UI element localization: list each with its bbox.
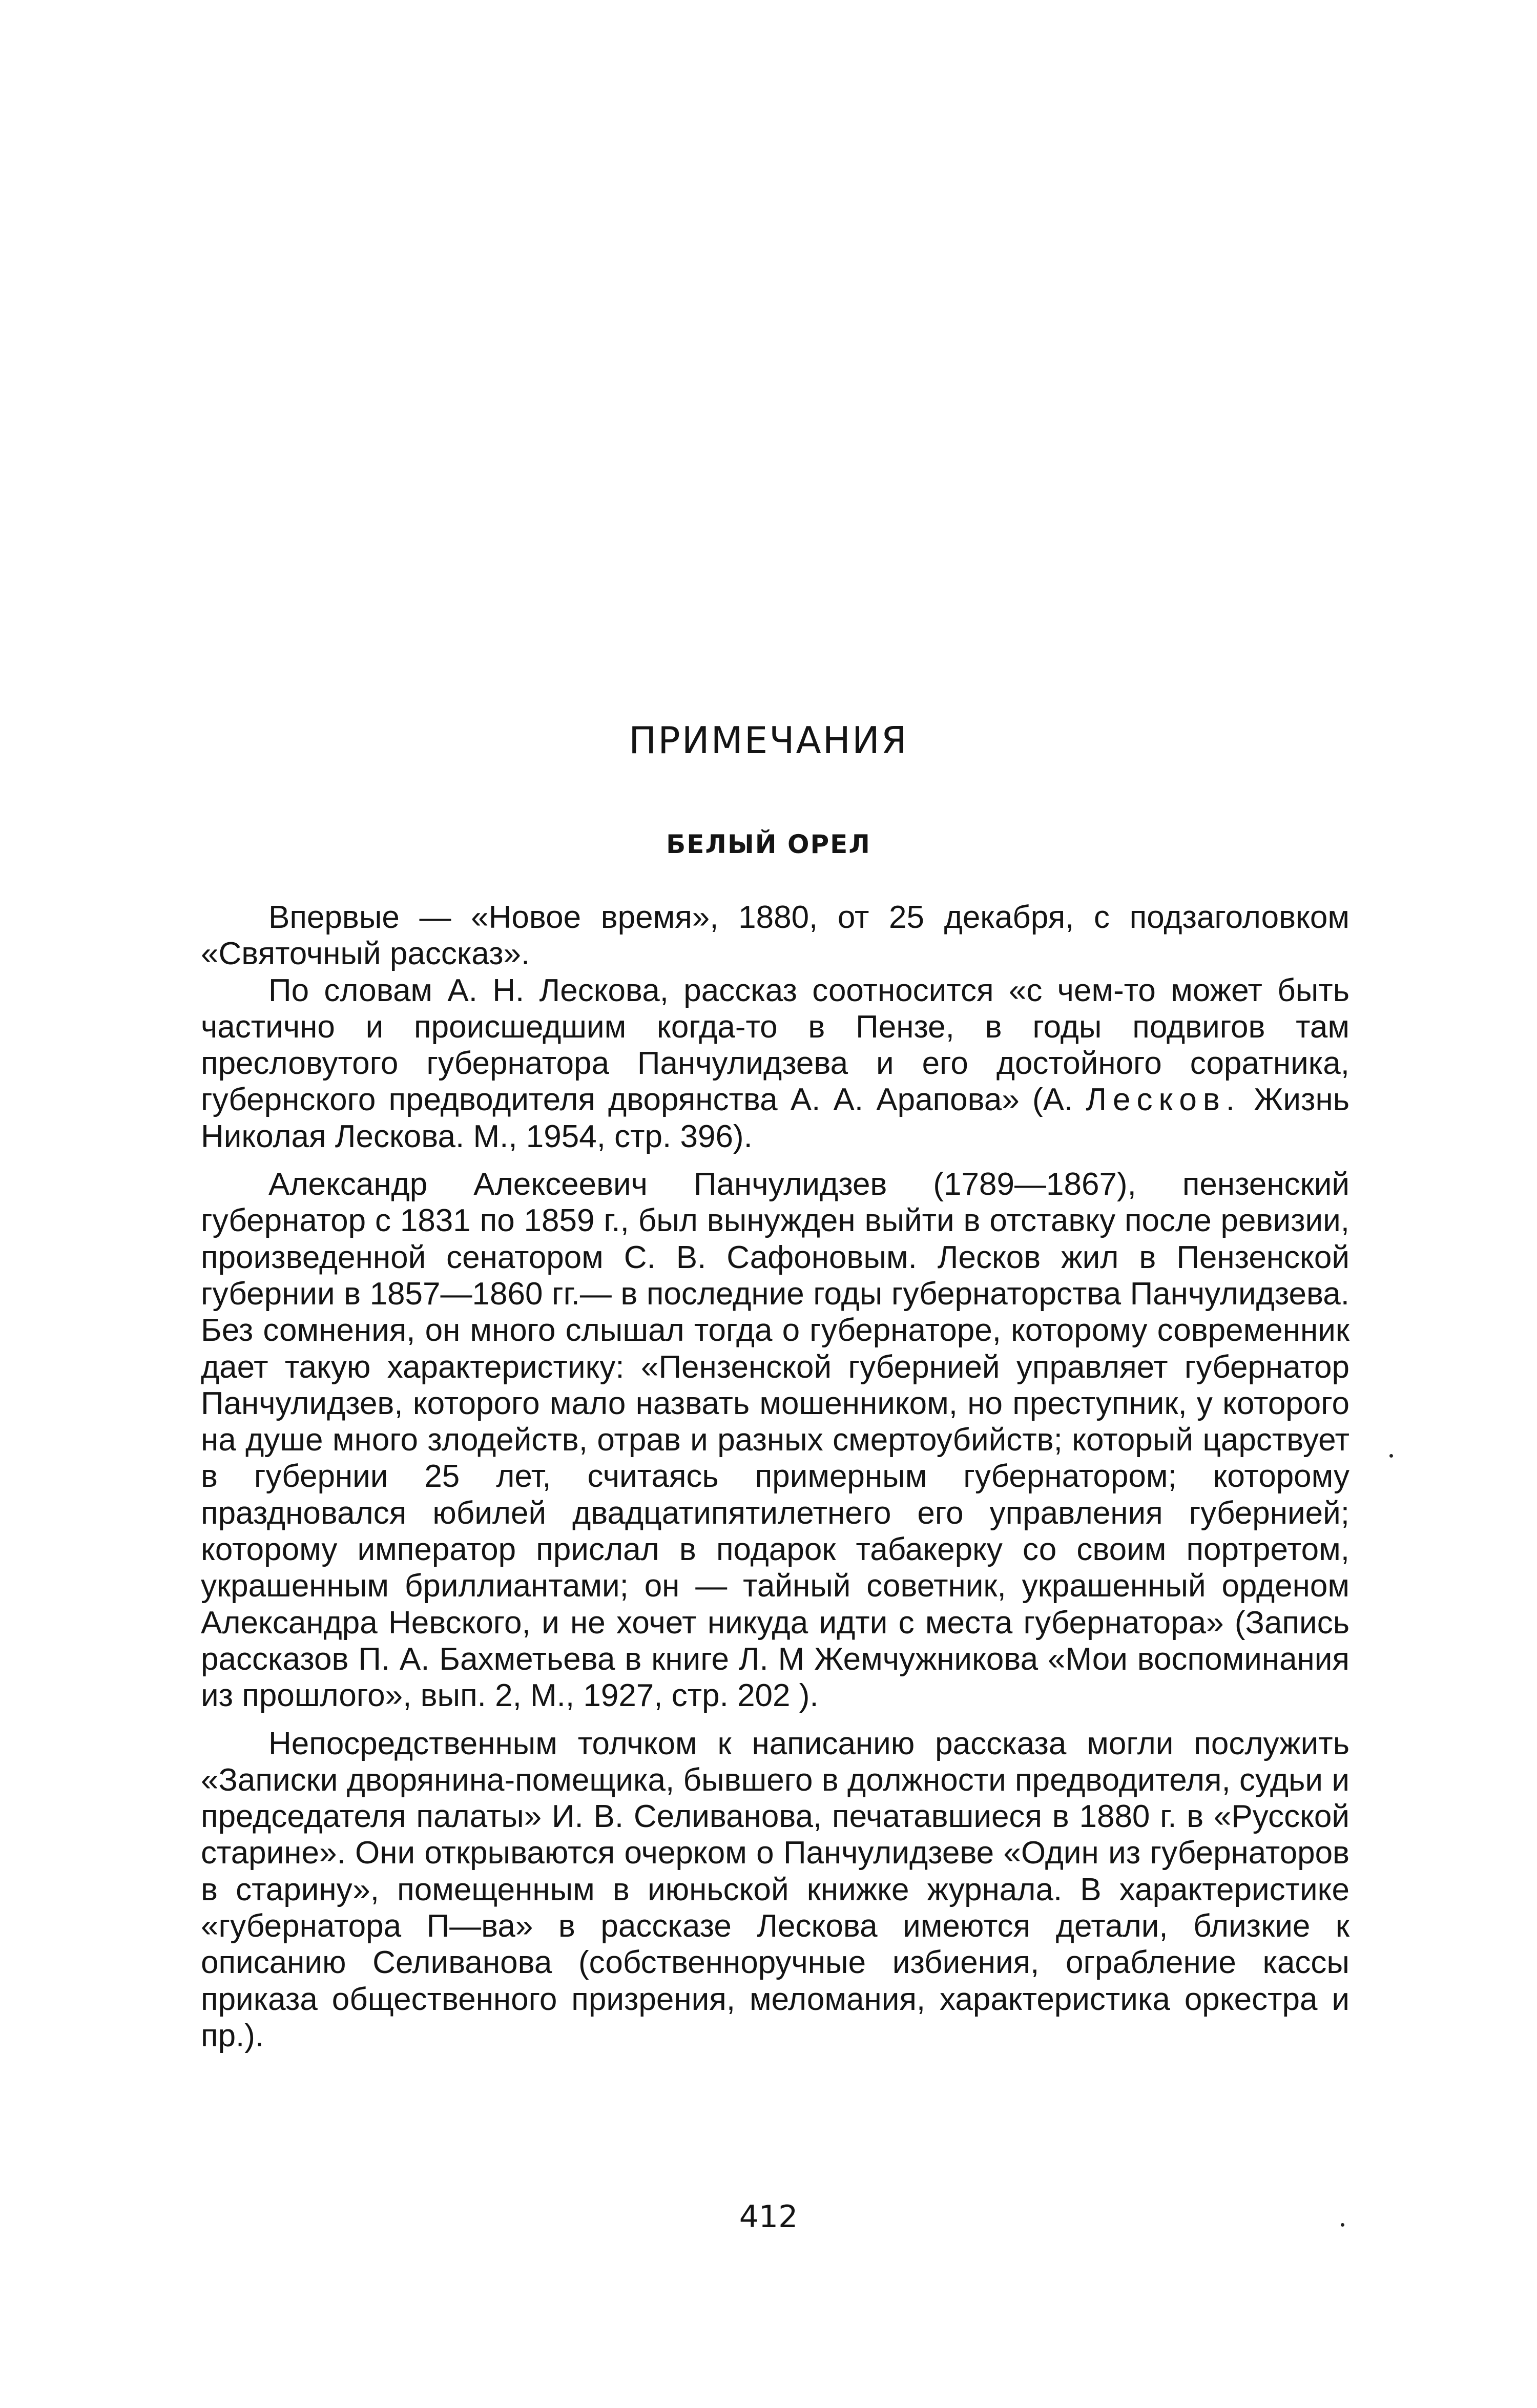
- author-name-spaced: Лесков.: [1086, 1082, 1241, 1118]
- section-title: БЕЛЫЙ ОРЕЛ: [666, 829, 871, 859]
- scan-speck: [1389, 1454, 1393, 1458]
- paragraph-leskov-quote: [201, 972, 1349, 1155]
- paragraph-leskov-quote-source: Жизнь Николая Лескова. М., 1954, стр. 396).: [201, 1082, 1349, 1154]
- page-title: ПРИМЕЧАНИЯ: [629, 719, 908, 762]
- scan-speck: [1341, 2223, 1344, 2227]
- paragraph-leskov-quote-text: По словам А. Н. Лескова, рассказ соотносится «с чем-то может быть частично и происшедшим когда-то в Пензе, в годы подвигов там пресловутого губернатора Панчулидзева и его достойного соратника, губернского предводителя дворянства А. А. Арапова» (А.: [201, 972, 1349, 1118]
- page-number: 412: [739, 2199, 798, 2235]
- paragraph-panchulidzev: Александр Алексеевич Панчулидзев (1789—1867), пензенский губернатор с 1831 по 1859 г., был вынужден выйти в отставку после ревизии, произведенной сенатором С. В. Сафоновым. Лесков жил в Пензенской губернии в 1857—1860 гг.— в последние годы губернаторства Панчулидзева. Без сомнения, он много слышал тогда о губернаторе, которому современник дает такую характеристику: «Пензенской губернией управляет губернатор Панчулидзев, которого мало назвать мошенником, но преступник, у которого на душе много злодейств, отрав и разных смертоубийств; который царствует в губернии 25 лет, считаясь примерным губернатором; которому праздновался юбилей двадцатипятилетнего его управления губернией; которому император прислал в подарок табакерку со своим портретом, украшенным бриллиантами; он — тайный советник, украшенный орденом Александра Невского, и не хочет никуда идти с места губернатора» (Запись рассказов П. А. Бахметьева в книге Л. М Жемчужникова «Мои воспоминания из прошлого», вып. 2, М., 1927, стр. 202 ).: [201, 1167, 1349, 1714]
- paragraph-first-publication: Впервые — «Новое время», 1880, от 25 декабря, с подзаголовком «Святочный рассказ».: [201, 900, 1349, 972]
- notes-body: [201, 899, 1349, 2054]
- paragraph-selivanov-notes: Непосредственным толчком к написанию рассказа могли послужить «Записки дворянина-помещика, бывшего в должности предводителя, судьи и председателя палаты» И. В. Селиванова, печатавшиеся в 1880 г. в «Русской старине». Они открываются очерком о Панчулидзеве «Один из губернаторов в старину», помещенным в июньской книжке журнала. В характеристике «губернатора П—ва» в рассказе Лескова имеются детали, близкие к описанию Селиванова (собственноручные избиения, ограбление кассы приказа общественного призрения, меломания, характеристика оркестра и пр.).: [201, 1726, 1349, 2053]
